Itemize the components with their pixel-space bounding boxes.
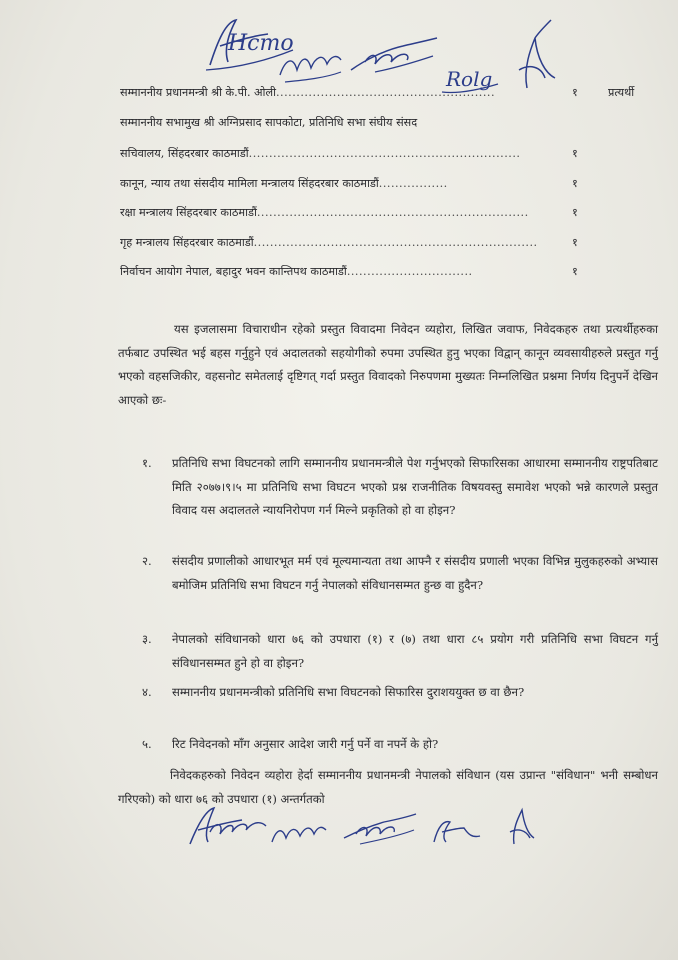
issue-text: रिट निवेदनको माँग अनुसार आदेश जारी गर्नु पर्ने वा नपर्ने के हो?	[172, 737, 439, 751]
signature-4-text: Rolg	[446, 67, 493, 91]
party-count: १	[572, 177, 578, 190]
party-line-1	[120, 86, 660, 100]
closing-paragraph: निवेदकहरुको निवेदन व्यहोरा हेर्दा सम्माननीय प्रधानमन्त्री नेपालको संविधान (यस उप्रान्त "संविधान" भनी सम्बोधन गरिएको) को धारा ७६ को उपधारा (१) अन्तर्गतको	[118, 768, 658, 806]
party-name: सम्माननीय सभामुख श्री अग्निप्रसाद सापकोटा, प्रतिनिधि सभा संघीय संसद	[120, 116, 418, 129]
party-count: १	[572, 265, 578, 278]
leader-dots: ......................................................................	[253, 236, 538, 249]
signature-4-bottom	[428, 812, 488, 852]
signature-5-bottom	[500, 800, 540, 850]
party-name: सचिवालय, सिंहदरबार काठमाडौं	[120, 147, 249, 160]
leader-dots: .................	[378, 177, 448, 190]
issue-text: सम्माननीय प्रधानमन्त्रीको प्रतिनिधि सभा विघटनको सिफारिस दुराशययुक्त छ वा छैन?	[172, 685, 525, 699]
signature-row-bottom	[0, 800, 678, 860]
issue-number: ३.	[142, 632, 152, 646]
party-count: १	[572, 206, 578, 219]
party-name: रक्षा मन्त्रालय सिंहदरबार काठमाडौं	[120, 206, 257, 219]
leader-dots: ...................................................................	[256, 206, 529, 219]
issue-text: नेपालको संविधानको धारा ७६ को उपधारा (१) र (७) तथा धारा ८५ प्रयोग गरी प्रतिनिधि सभा विघटन गर्नु संविधानसम्मत हुने हो वा होइन?	[172, 632, 658, 670]
party-line-3	[120, 147, 660, 161]
signature-1-bottom	[180, 802, 280, 852]
issue-number: ४.	[142, 685, 152, 699]
party-role: प्रत्यर्थी	[608, 86, 635, 99]
issue-text: संसदीय प्रणालीको आधारभूत मर्म एवं मूल्यमान्यता तथा आफ्नै र संसदीय प्रणाली भएका विभिन्न मुलुकहरुको अभ्यास बमोजिम प्रतिनिधि सभा विघटन गर्नु नेपालको संविधानसम्मत हुन्छ वा हुदैन?	[172, 554, 658, 592]
intro-paragraph: यस इजलासमा विचाराधीन रहेको प्रस्तुत विवादमा निवेदन व्यहोरा, लिखित जवाफ, निवेदकहरु तथा प्रत्यर्थीहरुका तर्फबाट उपस्थित भई बहस गर्नुहुने एवं अदालतको सहयोगीको रुपमा उपस्थित हुनु भएका विद्वान् कानून व्यवसायीहरुले प्रस्तुत गर्नु भएको वहसजिकीर, वहसनोट समेतलाई दृष्टिगत् गर्दा प्रस्तुत विवादको निरुपणमा मुख्यतः निम्नलिखित प्रश्नमा निर्णय दिनुपर्ने देखिन आएको छः-	[118, 322, 658, 407]
signature-1-text: Hcmo	[228, 31, 294, 56]
signature-3	[345, 30, 445, 80]
party-count: १	[572, 236, 578, 249]
issue-number: ५.	[142, 737, 152, 751]
party-name: निर्वाचन आयोग नेपाल, बहादुर भवन कान्तिपथ काठमाडौं	[120, 265, 347, 278]
party-line-2	[120, 116, 660, 130]
leader-dots: ...................................................................	[248, 147, 521, 160]
issue-number: १.	[142, 456, 152, 470]
signature-2-bottom	[268, 814, 328, 854]
party-name: सम्माननीय प्रधानमन्त्री श्री के.पी. ओली	[120, 86, 276, 99]
leader-dots: ......................................................	[275, 86, 496, 99]
signature-3-bottom	[340, 808, 420, 848]
leader-dots: ...............................	[346, 265, 473, 278]
party-line-7	[120, 265, 660, 279]
party-line-4	[120, 177, 660, 191]
signature-2	[275, 40, 345, 90]
party-name: गृह मन्त्रालय सिंहदरबार काठमाडौं	[120, 236, 254, 249]
party-line-6	[120, 236, 660, 250]
party-line-5	[120, 206, 660, 220]
issue-text: प्रतिनिधि सभा विघटनको लागि सम्माननीय प्रधानमन्त्रीले पेश गर्नुभएको सिफारिसका आधारमा सम्माननीय राष्ट्रपतिबाट मिति २०७७।९।५ मा प्रतिनिधि सभा विघटन भएको प्रश्न राजनीतिक विषयवस्तु समावेश भएको भन्ने कारणले प्रस्तुत विवाद यस अदालतले न्यायनिरोपण गर्न मिल्ने प्रकृतिको हो वा होइन?	[172, 456, 658, 517]
party-name: कानून, न्याय तथा संसदीय मामिला मन्त्रालय सिंहदरबार काठमाडौं	[120, 177, 379, 190]
party-count: १	[572, 147, 578, 160]
issue-number: २.	[142, 554, 152, 568]
party-count: १	[572, 86, 578, 99]
